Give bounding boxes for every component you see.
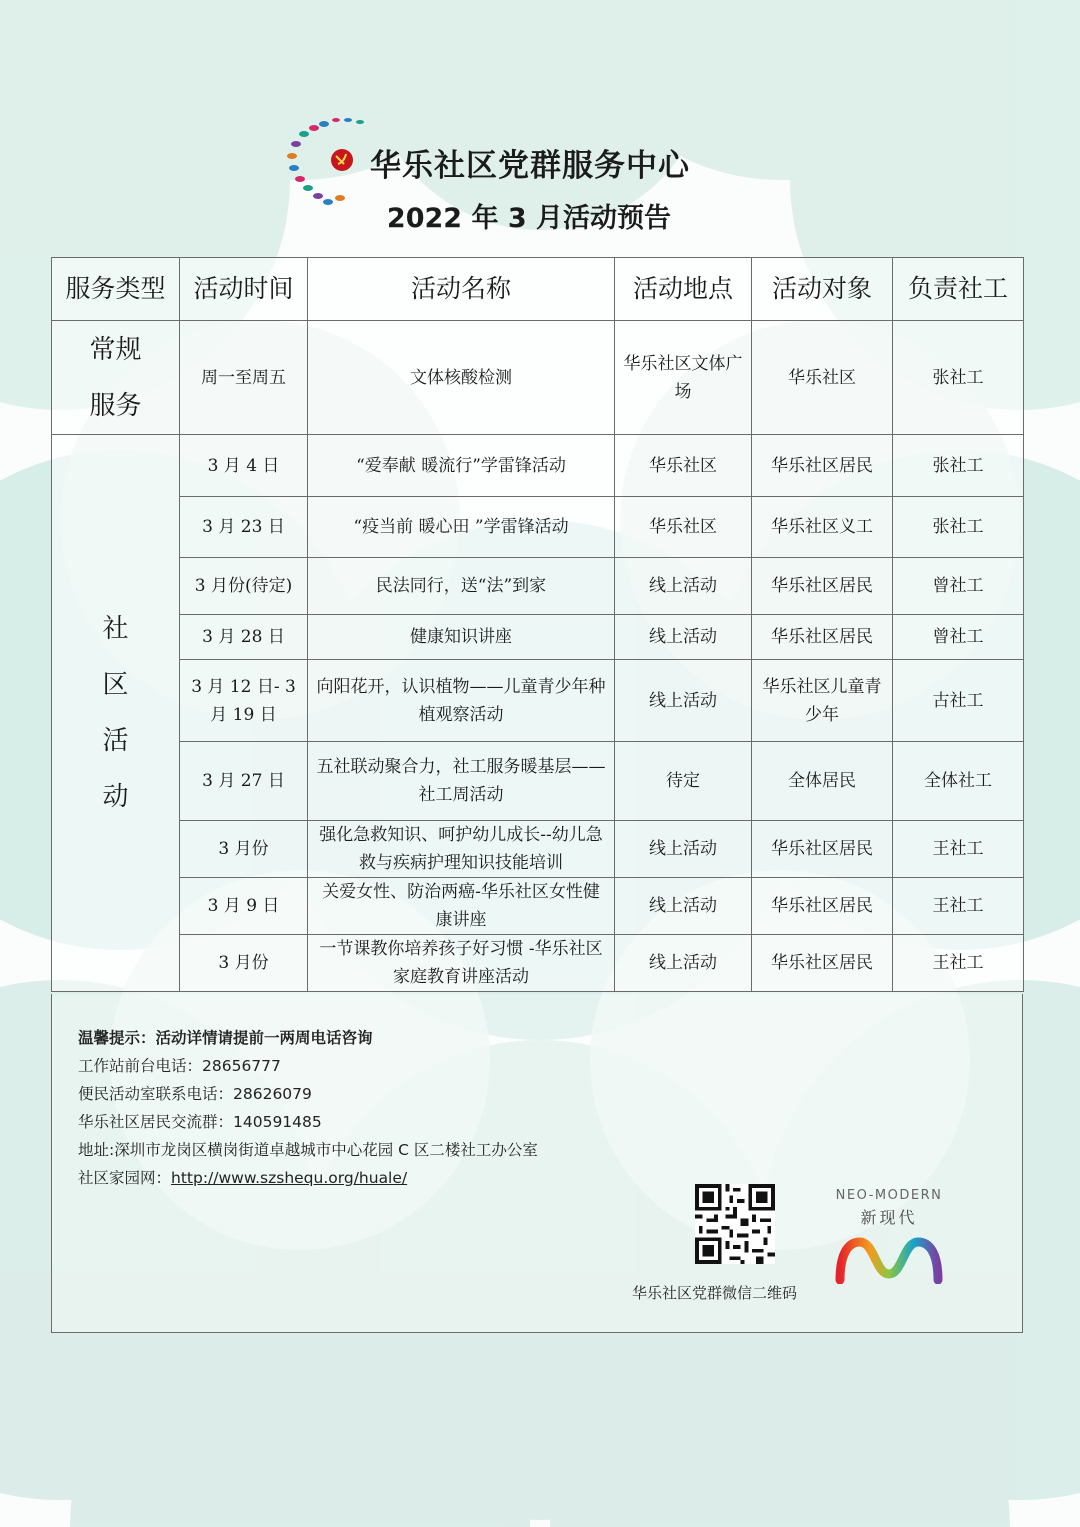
- cell-target: 华乐社区儿童青少年: [752, 660, 893, 742]
- cell-name: 强化急救知识、呵护幼儿成长--幼儿急救与疾病护理知识技能培训: [308, 821, 615, 878]
- cell-worker: 全体社工: [893, 742, 1024, 821]
- header-worker: 负责社工: [893, 258, 1024, 321]
- table-row: [52, 821, 1024, 878]
- cell-worker: 古社工: [893, 660, 1024, 742]
- table-row: [52, 878, 1024, 935]
- cell-place: 线上活动: [615, 821, 752, 878]
- cell-time: 周一至周五: [180, 321, 308, 435]
- cell-target: 华乐社区居民: [752, 821, 893, 878]
- cell-name: 文体核酸检测: [308, 321, 615, 435]
- table-row: [52, 742, 1024, 821]
- front-desk-phone: 工作站前台电话：28656777: [78, 1057, 281, 1075]
- cell-worker: 王社工: [893, 935, 1024, 992]
- cell-time: 3 月 23 日: [180, 497, 308, 558]
- table-header-row: [52, 258, 1024, 321]
- table-row: [52, 435, 1024, 497]
- header-time: 活动时间: [180, 258, 308, 321]
- wechat-qr-code: [695, 1184, 775, 1264]
- cell-worker: 曾社工: [893, 615, 1024, 660]
- cell-name: 民法同行，送“法”到家: [308, 558, 615, 615]
- brand-chinese: 新现代: [860, 1208, 918, 1227]
- website-label: 社区家园网：: [78, 1169, 172, 1187]
- table-row: [52, 558, 1024, 615]
- cell-place: 华乐社区: [615, 435, 752, 497]
- cell-time: 3 月份(待定): [180, 558, 308, 615]
- cell-time: 3 月 28 日: [180, 615, 308, 660]
- resident-group: 华乐社区居民交流群：140591485: [78, 1113, 322, 1131]
- contact-info-box: [51, 994, 1023, 1333]
- cell-place: 线上活动: [615, 558, 752, 615]
- cell-target: 华乐社区居民: [752, 935, 893, 992]
- table-row: [52, 935, 1024, 992]
- cell-time: 3 月 12 日- 3 月 19 日: [180, 660, 308, 742]
- cell-worker: 张社工: [893, 497, 1024, 558]
- cell-time: 3 月 4 日: [180, 435, 308, 497]
- cell-target: 华乐社区居民: [752, 878, 893, 935]
- cell-name: 关爱女性、防治两癌-华乐社区女性健康讲座: [308, 878, 615, 935]
- cell-place: 待定: [615, 742, 752, 821]
- address: 地址:深圳市龙岗区横岗街道卓越城市中心花园 C 区二楼社工办公室: [78, 1141, 538, 1159]
- cell-worker: 王社工: [893, 821, 1024, 878]
- header-name: 活动名称: [308, 258, 615, 321]
- cell-target: 华乐社区义工: [752, 497, 893, 558]
- cell-worker: 王社工: [893, 878, 1024, 935]
- cell-time: 3 月 27 日: [180, 742, 308, 821]
- org-title: 华乐社区党群服务中心: [370, 148, 690, 184]
- cell-target: 全体居民: [752, 742, 893, 821]
- cell-place: 华乐社区文体广场: [615, 321, 752, 435]
- header-service-type: 服务类型: [52, 258, 180, 321]
- brand-english: NEO-MODERN: [835, 1188, 943, 1203]
- table-row: [52, 660, 1024, 742]
- brand-logo-mark: [834, 1234, 944, 1284]
- cell-target: 华乐社区居民: [752, 615, 893, 660]
- website-line: [78, 1164, 538, 1192]
- table-row: [52, 497, 1024, 558]
- neo-modern-brand: [834, 1188, 944, 1288]
- cell-name: 向阳花开，认识植物——儿童青少年种植观察活动: [308, 660, 615, 742]
- cell-name: “疫当前 暖心田 ”学雷锋活动: [308, 497, 615, 558]
- cell-place: 线上活动: [615, 615, 752, 660]
- table-row: [52, 615, 1024, 660]
- cell-name: 五社联动聚合力，社工服务暖基层——社工周活动: [308, 742, 615, 821]
- warm-tip: 温馨提示：活动详情请提前一两周电话咨询: [78, 1029, 373, 1047]
- cell-target: 华乐社区: [752, 321, 893, 435]
- table-row-regular: [52, 321, 1024, 435]
- cell-target: 华乐社区居民: [752, 558, 893, 615]
- cell-time: 3 月份: [180, 821, 308, 878]
- cell-name: 一节课教你培养孩子好习惯 -华乐社区家庭教育讲座活动: [308, 935, 615, 992]
- party-emblem: [331, 149, 353, 171]
- header-target: 活动对象: [752, 258, 893, 321]
- cell-name: “爱奉献 暖流行”学雷锋活动: [308, 435, 615, 497]
- cell-place: 线上活动: [615, 660, 752, 742]
- activity-schedule-table: [51, 257, 1024, 992]
- cell-time: 3 月 9 日: [180, 878, 308, 935]
- contact-lines: [78, 1024, 538, 1192]
- page-subtitle: 2022 年 3 月活动预告: [386, 203, 672, 234]
- cell-worker: 张社工: [893, 435, 1024, 497]
- cell-place: 线上活动: [615, 935, 752, 992]
- header-place: 活动地点: [615, 258, 752, 321]
- activity-room-phone: 便民活动室联系电话：28626079: [78, 1085, 312, 1103]
- cell-name: 健康知识讲座: [308, 615, 615, 660]
- cell-place: 华乐社区: [615, 497, 752, 558]
- qr-caption: 华乐社区党群微信二维码: [632, 1284, 798, 1302]
- service-type-community: 社 区 活 动: [52, 435, 180, 992]
- cell-target: 华乐社区居民: [752, 435, 893, 497]
- cell-time: 3 月份: [180, 935, 308, 992]
- cell-worker: 曾社工: [893, 558, 1024, 615]
- cell-place: 线上活动: [615, 878, 752, 935]
- cell-worker: 张社工: [893, 321, 1024, 435]
- website-link[interactable]: http://www.szshequ.org/huale/: [171, 1169, 408, 1187]
- service-type-regular: 常规 服务: [52, 321, 180, 435]
